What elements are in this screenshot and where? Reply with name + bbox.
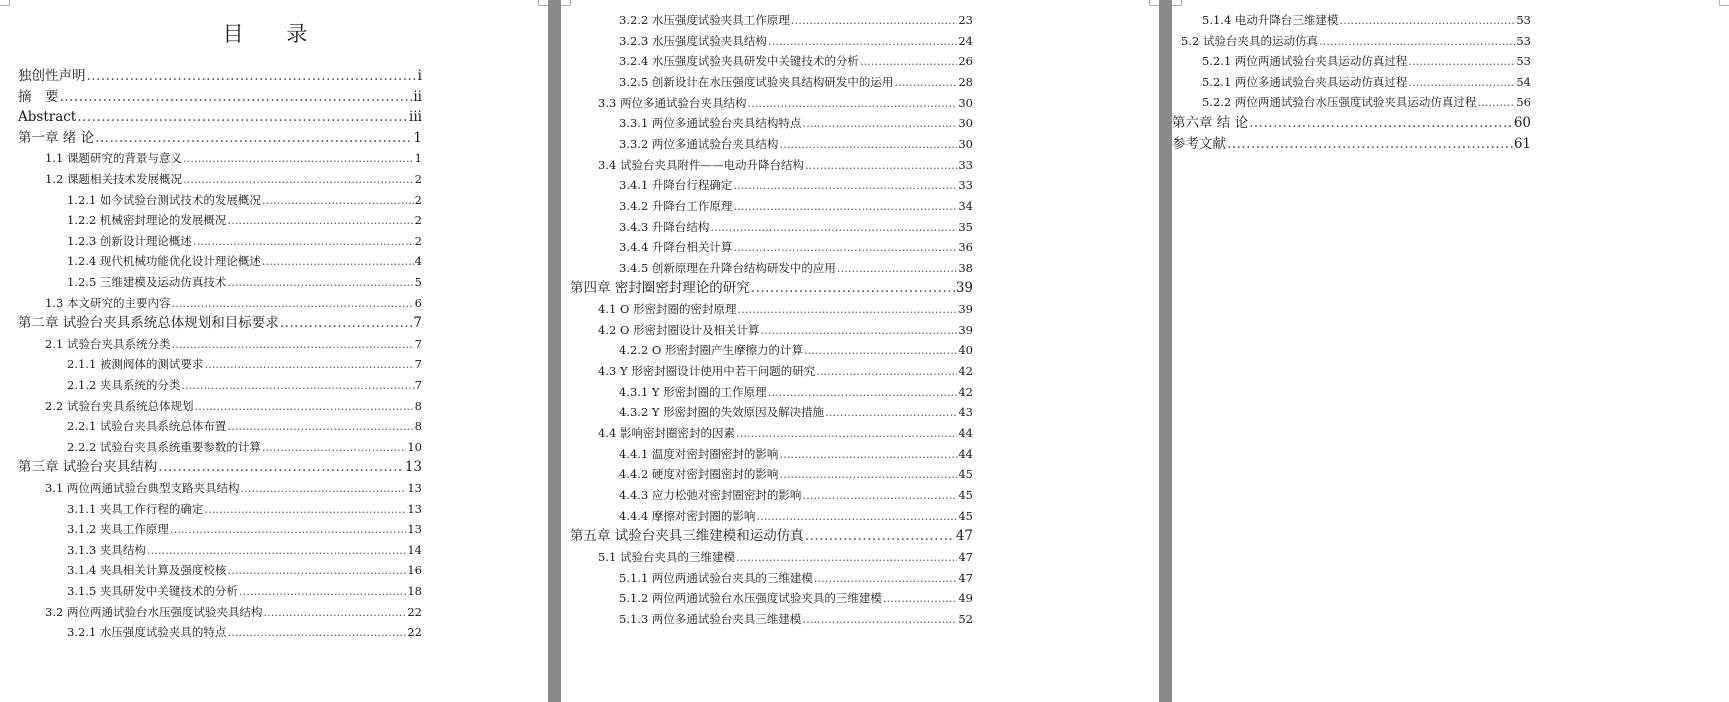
toc-entry[interactable] xyxy=(598,322,973,338)
toc-entry-page-number: 2 xyxy=(414,192,422,207)
dot-leader xyxy=(183,171,414,187)
toc-entry[interactable] xyxy=(45,604,422,620)
toc-entry-label: 3.3 两位多通试验台夹具结构 xyxy=(598,95,747,110)
toc-entry-page-number: 5 xyxy=(414,275,422,289)
toc-entry-page-number: 45 xyxy=(958,508,973,523)
toc-entry-label: 3.1.1 夹具工作行程的确定 xyxy=(67,501,204,516)
dot-leader xyxy=(751,280,955,296)
toc-entry-page-number: 7 xyxy=(413,315,422,332)
dot-leader xyxy=(894,74,957,90)
toc-entry[interactable] xyxy=(619,508,973,524)
toc-entry[interactable] xyxy=(67,439,422,455)
toc-entry[interactable] xyxy=(67,377,422,393)
dot-leader xyxy=(181,377,413,393)
toc-entry-label: 3.3.1 两位多通试验台夹具结构特点 xyxy=(619,116,802,131)
dot-leader xyxy=(240,480,406,496)
toc-entry-label: 独创性声明 xyxy=(18,68,86,84)
toc-entry-label: 5.1.4 电动升降台三维建模 xyxy=(1202,13,1339,27)
toc-entry[interactable] xyxy=(619,260,973,276)
toc-entry-label: 4.2.2 O 形密封圈产生摩擦力的计算 xyxy=(619,343,803,358)
toc-entry[interactable] xyxy=(619,198,973,214)
toc-entry[interactable] xyxy=(619,466,973,482)
toc-entry-label: 第五章 试验台夹具三维建模和运动仿真 xyxy=(570,528,804,545)
toc-entry-page-number: 42 xyxy=(958,364,973,379)
toc-entry-page-number: 53 xyxy=(1516,33,1531,48)
toc-list xyxy=(561,0,1159,702)
toc-entry-label: 3.2.1 水压强度试验夹具的特点 xyxy=(67,625,227,640)
toc-entry-page-number: 53 xyxy=(1516,13,1531,27)
toc-entry-page-number: 6 xyxy=(414,295,422,310)
dot-leader xyxy=(860,53,957,69)
toc-entry-label: 5.2 试验台夹具的运动仿真 xyxy=(1181,33,1318,48)
dot-leader xyxy=(768,384,958,400)
toc-entry-page-number: 8 xyxy=(414,419,422,434)
toc-entry-page-number: 47 xyxy=(958,570,973,585)
toc-entry[interactable] xyxy=(619,342,973,358)
toc-entry[interactable] xyxy=(67,356,422,372)
toc-entry-label: 3.2.2 水压强度试验夹具工作原理 xyxy=(619,13,790,27)
toc-entry-page-number: 24 xyxy=(958,33,973,48)
toc-entry-page-number: 34 xyxy=(958,198,973,213)
toc-entry-label: 1.3 本文研究的主要内容 xyxy=(45,295,171,310)
toc-entry[interactable] xyxy=(67,501,422,517)
dot-leader xyxy=(227,274,413,290)
toc-entry-page-number: 54 xyxy=(1516,74,1531,89)
dot-leader xyxy=(183,150,414,166)
toc-entry-page-number: 45 xyxy=(958,467,973,482)
dot-leader xyxy=(1408,53,1515,69)
dot-leader xyxy=(805,157,957,173)
toc-entry-page-number: 44 xyxy=(958,446,973,461)
dot-leader xyxy=(1227,136,1513,152)
toc-entry[interactable] xyxy=(45,336,422,352)
toc-entry-page-number: 60 xyxy=(1513,115,1531,131)
toc-entry-label: 摘 要 xyxy=(18,88,59,105)
toc-entry-label: 3.4 试验台夹具附件——电动升降台结构 xyxy=(598,157,804,172)
toc-list xyxy=(1172,0,1729,702)
dot-leader xyxy=(733,177,957,193)
toc-entry[interactable] xyxy=(18,89,422,105)
toc-entry-page-number: 38 xyxy=(958,260,973,275)
toc-entry-label: 1.2.2 机械密封理论的发展概况 xyxy=(67,213,227,228)
dot-leader xyxy=(60,89,413,105)
toc-entry-page-number: iii xyxy=(409,109,422,126)
toc-entry[interactable] xyxy=(570,528,973,544)
toc-list xyxy=(0,0,548,702)
dot-leader xyxy=(802,611,957,627)
dot-leader xyxy=(791,12,957,28)
toc-entry-label: 1.2 课题相关技术发展概况 xyxy=(45,172,182,186)
toc-entry-page-number: 52 xyxy=(958,611,973,626)
toc-entry-page-number: 42 xyxy=(958,384,973,399)
toc-entry-label: 第二章 试验台夹具系统总体规划和目标要求 xyxy=(18,315,279,332)
toc-entry-page-number: 10 xyxy=(407,439,422,454)
dot-leader xyxy=(170,521,406,537)
toc-entry[interactable] xyxy=(619,404,973,420)
toc-entry-page-number: 13 xyxy=(404,459,422,476)
dot-leader xyxy=(1339,12,1515,28)
toc-entry[interactable] xyxy=(619,177,973,193)
toc-entry-page-number: 47 xyxy=(955,528,973,545)
toc-entry-label: 5.1.1 两位两通试验台夹具的三维建模 xyxy=(619,570,813,585)
dot-leader xyxy=(263,604,406,620)
toc-entry-label: 4.4.1 温度对密封圈密封的影响 xyxy=(619,446,779,461)
toc-entry-label: 4.4.2 硬度对密封圈密封的影响 xyxy=(619,467,779,482)
toc-entry-page-number: 45 xyxy=(958,487,973,502)
toc-entry[interactable] xyxy=(619,219,973,235)
toc-entry[interactable] xyxy=(598,549,973,565)
toc-entry-label: 第六章 结 论 xyxy=(1172,115,1249,131)
toc-entry-page-number: 13 xyxy=(407,501,422,516)
toc-entry[interactable] xyxy=(67,253,422,269)
toc-entry-label: 1.1 课题研究的背景与意义 xyxy=(45,151,182,166)
dot-leader xyxy=(147,542,406,558)
toc-entry-label: 1.2.1 如今试验台测试技术的发展概况 xyxy=(67,192,261,207)
document-page-2 xyxy=(561,0,1159,702)
dot-leader xyxy=(87,68,417,84)
toc-entry-label: 4.3 Y 形密封圈设计使用中若干问题的研究 xyxy=(598,364,816,379)
toc-entry[interactable] xyxy=(1202,12,1531,28)
toc-title: 目 录 xyxy=(222,22,326,46)
toc-entry-label: 1.2.3 创新设计理论概述 xyxy=(67,233,192,248)
toc-entry[interactable] xyxy=(619,136,973,152)
toc-entry-label: 5.2.2 两位两通试验台水压强度试验夹具运动仿真过程 xyxy=(1202,95,1477,110)
toc-entry[interactable] xyxy=(67,583,422,599)
toc-entry-label: 3.4.3 升降台结构 xyxy=(619,219,710,234)
toc-entry-label: Abstract xyxy=(18,109,77,126)
toc-entry-page-number: 2 xyxy=(414,172,422,186)
toc-entry-label: 4.3.1 Y 形密封圈的工作原理 xyxy=(619,384,767,399)
toc-entry-page-number: 39 xyxy=(958,322,973,337)
toc-entry-label: 3.1.5 夹具研发中关键技术的分析 xyxy=(67,584,238,598)
toc-entry[interactable] xyxy=(619,446,973,462)
toc-entry-page-number: 22 xyxy=(407,625,422,640)
toc-entry[interactable] xyxy=(619,239,973,255)
toc-entry-label: 3.2.4 水压强度试验夹具研发中关键技术的分析 xyxy=(619,54,859,69)
toc-entry-page-number: 33 xyxy=(958,178,973,193)
toc-entry[interactable] xyxy=(619,53,973,69)
dot-leader xyxy=(262,439,406,455)
dot-leader xyxy=(804,342,957,358)
toc-entry-label: 3.3.2 两位多通试验台夹具结构 xyxy=(619,136,779,151)
toc-entry-label: 2.1.2 夹具系统的分类 xyxy=(67,378,181,392)
toc-entry[interactable] xyxy=(67,192,422,208)
dot-leader xyxy=(227,212,413,228)
toc-entry-page-number: 36 xyxy=(958,240,973,255)
toc-entry-label: 5.1.2 两位两通试验台水压强度试验夹具的三维建模 xyxy=(619,591,882,606)
toc-entry[interactable] xyxy=(67,418,422,434)
toc-entry-page-number: 1 xyxy=(414,151,422,166)
toc-entry[interactable] xyxy=(619,487,973,503)
toc-entry-label: 1.2.5 三维建模及运动仿真技术 xyxy=(67,275,227,289)
toc-entry-label: 5.1.3 两位多通试验台夹具三维建模 xyxy=(619,611,802,626)
toc-entry[interactable] xyxy=(1202,53,1531,69)
toc-entry-label: 3.4.4 升降台相关计算 xyxy=(619,240,733,255)
toc-entry-page-number: i xyxy=(417,68,422,84)
dot-leader xyxy=(816,363,957,379)
toc-entry-page-number: 30 xyxy=(958,136,973,151)
dot-leader xyxy=(227,418,413,434)
toc-entry[interactable] xyxy=(619,115,973,131)
toc-entry-page-number: 4 xyxy=(414,254,422,269)
dot-leader xyxy=(227,562,406,578)
dot-leader xyxy=(262,192,414,208)
dot-leader xyxy=(77,109,408,125)
dot-leader xyxy=(239,583,406,599)
dot-leader xyxy=(1319,33,1515,49)
toc-entry[interactable] xyxy=(45,398,422,414)
dot-leader xyxy=(262,253,414,269)
dot-leader xyxy=(171,295,413,311)
toc-entry[interactable] xyxy=(598,301,973,317)
dot-leader xyxy=(805,528,955,544)
toc-entry[interactable] xyxy=(598,95,973,111)
toc-entry[interactable] xyxy=(1172,115,1531,131)
dot-leader xyxy=(736,549,957,565)
toc-entry-page-number: 28 xyxy=(958,74,973,89)
dot-leader xyxy=(736,425,957,441)
toc-entry-page-number: 2 xyxy=(414,233,422,248)
toc-entry-page-number: 13 xyxy=(407,522,422,537)
toc-entry-label: 3.1 两位两通试验台典型支路夹具结构 xyxy=(45,481,240,495)
toc-entry-label: 3.1.4 夹具相关计算及强度校核 xyxy=(67,563,227,578)
toc-entry-page-number: 33 xyxy=(958,157,973,172)
toc-entry-label: 2.1.1 被测阀体的测试要求 xyxy=(67,357,204,372)
toc-entry[interactable] xyxy=(67,521,422,537)
dot-leader xyxy=(1249,115,1513,131)
toc-entry-label: 2.1 试验台夹具系统分类 xyxy=(45,336,171,351)
dot-leader xyxy=(95,130,412,146)
toc-entry-page-number: 40 xyxy=(958,343,973,358)
toc-entry[interactable] xyxy=(18,130,422,146)
toc-entry[interactable] xyxy=(1202,94,1531,110)
toc-entry-label: 3.4.5 创新原理在升降台结构研发中的应用 xyxy=(619,260,836,275)
dot-leader xyxy=(779,136,957,152)
toc-entry-page-number: 7 xyxy=(414,357,422,372)
toc-entry-page-number: 7 xyxy=(414,378,422,392)
dot-leader xyxy=(710,219,957,235)
toc-entry-page-number: 61 xyxy=(1513,135,1531,152)
toc-entry[interactable] xyxy=(67,562,422,578)
toc-entry-label: 第三章 试验台夹具结构 xyxy=(18,459,158,476)
document-page-3 xyxy=(1172,0,1729,702)
toc-entry[interactable] xyxy=(1181,33,1531,49)
toc-entry[interactable] xyxy=(67,212,422,228)
toc-entry[interactable] xyxy=(45,480,422,496)
toc-entry[interactable] xyxy=(45,171,422,187)
dot-leader xyxy=(779,466,957,482)
toc-entry[interactable] xyxy=(45,150,422,166)
toc-entry[interactable] xyxy=(18,109,422,125)
toc-entry-page-number: 1 xyxy=(413,129,422,146)
toc-entry[interactable] xyxy=(67,274,422,290)
dot-leader xyxy=(802,115,957,131)
toc-entry-label: 3.2.5 创新设计在水压强度试验夹具结构研发中的运用 xyxy=(619,74,894,89)
dot-leader xyxy=(779,446,957,462)
toc-entry-label: 4.1 O 形密封圈的密封原理 xyxy=(598,302,737,317)
toc-entry-label: 2.2.2 试验台夹具系统重要参数的计算 xyxy=(67,439,261,454)
toc-entry[interactable] xyxy=(619,570,973,586)
dot-leader xyxy=(1477,94,1515,110)
dot-leader xyxy=(1408,74,1515,90)
toc-entry-page-number: 14 xyxy=(407,542,422,557)
dot-leader xyxy=(204,501,406,517)
dot-leader xyxy=(733,198,957,214)
toc-entry-label: 1.2.4 现代机械功能优化设计理论概述 xyxy=(67,254,261,269)
toc-entry-page-number: 13 xyxy=(407,481,422,495)
toc-entry-page-number: ii xyxy=(413,88,422,105)
toc-entry-page-number: 16 xyxy=(407,563,422,578)
toc-entry[interactable] xyxy=(67,233,422,249)
toc-entry[interactable] xyxy=(67,542,422,558)
toc-entry-label: 3.2 两位两通试验台水压强度试验夹具结构 xyxy=(45,604,263,619)
toc-entry[interactable] xyxy=(598,157,973,173)
toc-entry[interactable] xyxy=(18,68,422,84)
toc-entry-page-number: 26 xyxy=(958,54,973,69)
toc-entry-page-number: 35 xyxy=(958,219,973,234)
dot-leader xyxy=(825,404,957,420)
toc-entry-page-number: 39 xyxy=(958,302,973,317)
toc-entry-label: 3.4.2 升降台工作原理 xyxy=(619,198,733,213)
toc-entry[interactable] xyxy=(619,33,973,49)
toc-entry[interactable] xyxy=(619,12,973,28)
toc-entry-label: 3.1.2 夹具工作原理 xyxy=(67,522,169,537)
toc-entry[interactable] xyxy=(1202,74,1531,90)
toc-entry-label: 4.4.3 应力松弛对密封圈密封的影响 xyxy=(619,487,802,502)
toc-entry[interactable] xyxy=(619,590,973,606)
toc-entry-page-number: 2 xyxy=(414,213,422,228)
toc-entry-page-number: 30 xyxy=(958,95,973,110)
toc-entry[interactable] xyxy=(570,280,973,296)
toc-entry[interactable] xyxy=(67,624,422,640)
dot-leader xyxy=(802,487,957,503)
toc-entry-label: 3.2.3 水压强度试验夹具结构 xyxy=(619,33,767,48)
toc-entry[interactable] xyxy=(1172,136,1531,152)
toc-entry-page-number: 49 xyxy=(958,591,973,606)
toc-entry-page-number: 22 xyxy=(407,604,422,619)
toc-entry[interactable] xyxy=(45,295,422,311)
toc-entry[interactable] xyxy=(619,384,973,400)
dot-leader xyxy=(733,239,957,255)
toc-entry-page-number: 23 xyxy=(958,13,973,27)
document-page-1 xyxy=(0,0,548,702)
toc-entry-label: 4.4 影响密封圈密封的因素 xyxy=(598,426,735,440)
toc-entry-page-number: 53 xyxy=(1516,54,1531,69)
dot-leader xyxy=(204,356,413,372)
toc-entry[interactable] xyxy=(598,425,973,441)
toc-entry[interactable] xyxy=(619,611,973,627)
toc-entry-label: 4.4.4 摩擦对密封圈的影响 xyxy=(619,508,756,523)
toc-entry-page-number: 56 xyxy=(1516,95,1531,110)
toc-entry-page-number: 7 xyxy=(414,336,422,351)
toc-entry-label: 3.4.1 升降台行程确定 xyxy=(619,178,733,193)
toc-entry-page-number: 43 xyxy=(958,405,973,420)
dot-leader xyxy=(171,336,413,352)
toc-entry-page-number: 8 xyxy=(414,398,422,413)
toc-entry-page-number: 39 xyxy=(955,280,973,297)
dot-leader xyxy=(227,624,406,640)
toc-entry[interactable] xyxy=(619,74,973,90)
dot-leader xyxy=(761,322,958,338)
dot-leader xyxy=(747,95,957,111)
dot-leader xyxy=(756,508,957,524)
toc-entry-page-number: 30 xyxy=(958,116,973,131)
toc-entry-label: 3.1.3 夹具结构 xyxy=(67,542,146,557)
dot-leader xyxy=(193,233,414,249)
toc-entry-label: 参考文献 xyxy=(1172,135,1226,152)
toc-entry-label: 4.3.2 Y 形密封圈的失效原因及解决措施 xyxy=(619,405,825,420)
toc-entry-label: 第四章 密封圈密封理论的研究 xyxy=(570,280,750,297)
dot-leader xyxy=(158,459,404,475)
dot-leader xyxy=(194,398,413,414)
dot-leader xyxy=(814,570,957,586)
toc-entry-label: 4.2 O 形密封圈设计及相关计算 xyxy=(598,322,760,337)
toc-entry-label: 2.2 试验台夹具系统总体规划 xyxy=(45,398,194,413)
dot-leader xyxy=(768,33,957,49)
dot-leader xyxy=(837,260,957,276)
toc-entry-label: 5.1 试验台夹具的三维建模 xyxy=(598,549,735,564)
dot-leader xyxy=(883,590,957,606)
toc-entry-page-number: 18 xyxy=(407,584,422,598)
toc-entry-page-number: 44 xyxy=(958,426,973,440)
toc-entry[interactable] xyxy=(18,315,422,331)
toc-entry-page-number: 47 xyxy=(958,549,973,564)
toc-entry-label: 5.2.1 两位多通试验台夹具运动仿真过程 xyxy=(1202,74,1408,89)
dot-leader xyxy=(738,301,958,317)
toc-entry[interactable] xyxy=(18,459,422,475)
toc-entry-label: 第一章 绪 论 xyxy=(18,129,95,146)
toc-entry-label: 2.2.1 试验台夹具系统总体布置 xyxy=(67,419,227,434)
toc-entry-label: 5.2.1 两位两通试验台夹具运动仿真过程 xyxy=(1202,54,1408,69)
toc-entry[interactable] xyxy=(598,363,973,379)
dot-leader xyxy=(280,315,413,331)
